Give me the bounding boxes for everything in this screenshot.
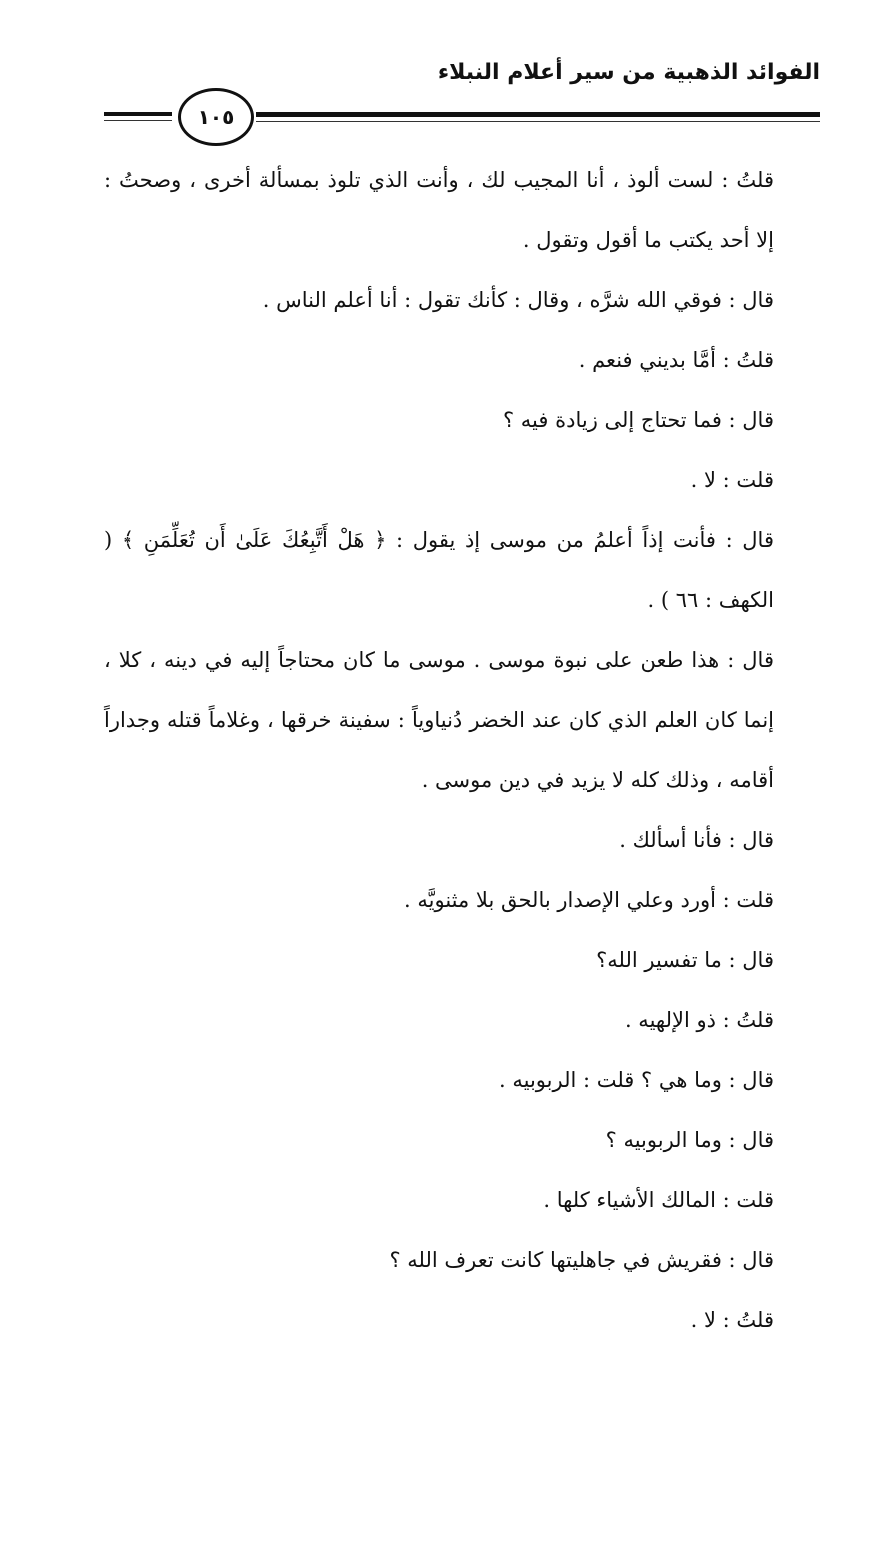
paragraph: قال : فما تحتاج إلى زيادة فيه ؟ — [502, 408, 774, 432]
paragraph: قال : فوقي الله شرَّه ، وقال : كأنك تقول : أنا أعلم الناس . — [262, 288, 774, 312]
paragraph: قلتُ : لست ألوذ ، أنا المجيب لك ، وأنت الذي تلوذ بمسألة أخرى ، وصحتُ : إلا أحد يكتب ما أقول وتقول . — [104, 168, 774, 252]
body-text — [104, 150, 820, 1350]
paragraph: قلت : أورد وعلي الإصدار بالحق بلا مثنويَّه . — [404, 888, 774, 912]
paragraph: قال : فأنا أسألك . — [619, 828, 774, 852]
paragraph: قال : ما تفسير الله؟ — [596, 948, 774, 972]
paragraph: قال : وما الربوبيه ؟ — [605, 1128, 774, 1152]
paragraph: قلتُ : أمَّا بديني فنعم . — [578, 348, 774, 372]
header-rule-left — [104, 112, 172, 116]
page-number: ١٠٥ — [178, 88, 254, 146]
paragraph: قال : فقريش في جاهليتها كانت تعرف الله ؟ — [389, 1248, 774, 1272]
header-rule — [256, 112, 820, 117]
paragraph: قال : هذا طعن على نبوة موسى . موسى ما كان محتاجاً إليه في دينه ، كلا ، إنما كان العلم الذي كان عند الخضر دُنياوياً : سفينة خرقها ، وغلاماً قتله وجداراً أقامه ، وذلك كله لا يزيد في دين موسى . — [104, 648, 774, 792]
header-rule-thin — [256, 121, 820, 122]
paragraph: قلت : لا . — [690, 468, 774, 492]
paragraph: قلتُ : ذو الإلهيه . — [624, 1008, 774, 1032]
running-title: الفوائد الذهبية من سير أعلام النبلاء — [437, 60, 820, 85]
paragraph: قلت : المالك الأشياء كلها . — [543, 1188, 774, 1212]
paragraph: قال : فأنت إذاً أعلمُ من موسى إذ يقول : ﴿ هَلْ أَتَّبِعُكَ عَلَىٰ أَن تُعَلِّمَنِ ﴾ ( الكهف : ٦٦ ) . — [104, 528, 774, 612]
paragraph: قال : وما هي ؟ قلت : الربوبيه . — [499, 1068, 774, 1092]
paragraph: قلتُ : لا . — [690, 1308, 774, 1332]
header-rule-left-thin — [104, 120, 172, 121]
